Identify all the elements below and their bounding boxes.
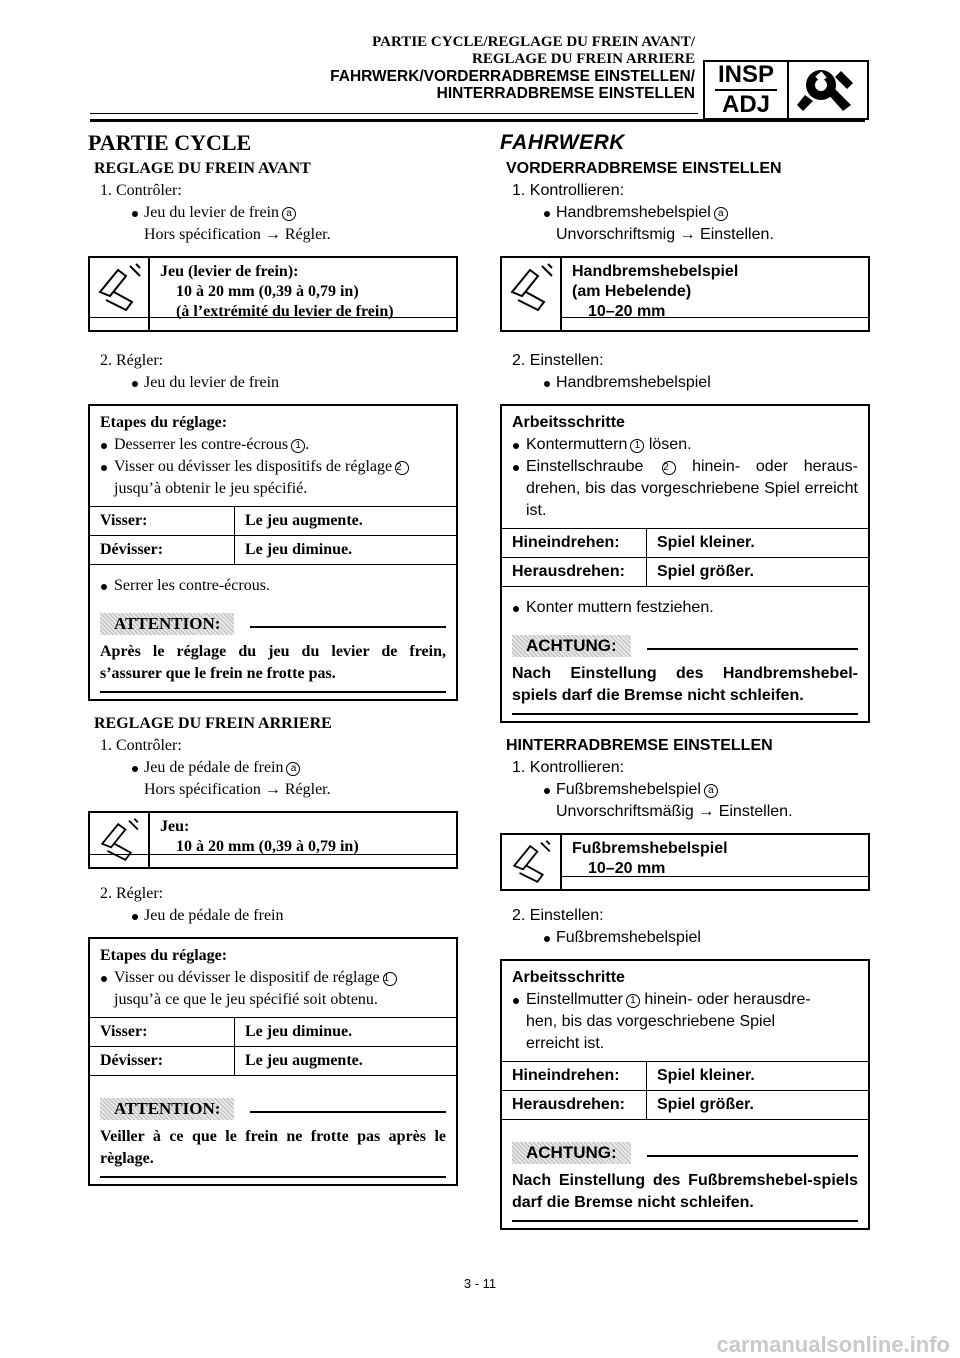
de-front-box-b2: Einstellschraube 2 hinein- oder heraus-drehen, bis das vorgeschriebene Spiel erreicht ist. [512,456,858,522]
fr-front-step1: 1. Contrôler: [100,182,182,199]
fr-front-heading: REGLAGE DU FREIN AVANT [94,160,311,177]
fr-rear-step1-bullet: Jeu de pédale de frein a [130,757,458,779]
de-front-step1: 1. Kontrollieren: [512,182,625,199]
de-rear-step1-note: Unvorschriftsmäßig → Einstellen. [556,803,793,820]
fr-rear-step2: 2. Régler: [100,885,164,902]
fr-rear-row2-key: Dévisser: [90,1047,235,1075]
header-line-3: FAHRWERK/VORDERRADBREMSE EINSTELLEN/ [330,68,695,85]
de-front-procedure-box [500,404,870,723]
spec-tool-icon [90,813,150,867]
de-rear-box-b1-cont1: hen, bis das vorgeschriebene Spiel [526,1013,776,1030]
de-rear-row1-key: Hineindrehen: [502,1062,647,1090]
fr-front-step2: 2. Régler: [100,352,164,369]
fr-rear-spec-l1: Jeu: [160,818,190,835]
spec-tool-icon [90,258,150,330]
fr-front-spec [88,256,458,332]
header-line-2: REGLAGE DU FREIN ARRIERE [472,51,695,67]
de-rear-box-head: Arbeitsschritte [512,969,625,986]
fr-front-box-b2-cont: jusqu’à obtenir le jeu spécifié. [114,480,308,497]
fr-rear-procedure-box [88,937,458,1186]
fr-rear-row1-value: Le jeu diminue. [245,1023,353,1040]
section-title-de: FAHRWERK [500,131,625,154]
german-column [500,128,870,1230]
fr-rear-step1-note: Hors spécification → Régler. [144,781,331,798]
fr-front-step2-bullet: Jeu du levier de frein [130,372,458,394]
fr-rear-step1: 1. Contrôler: [100,737,182,754]
fr-front-procedure-box [88,404,458,701]
french-column [88,128,458,1186]
fr-front-box-b2: Visser ou dévisser les dispositifs de réglage 2 [100,456,446,478]
header-rule-thin [90,113,698,114]
fr-front-warning-text: Après le réglage du jeu du levier de frein, s’assurer que le frein ne frotte pas. [100,641,446,693]
fr-front-box-head: Etapes du réglage: [100,414,228,431]
de-rear-step2-bullet: Fußbremshebelspiel [542,927,870,949]
de-front-row2-value: Spiel größer. [657,563,754,580]
header-line-1: PARTIE CYCLE/REGLAGE DU FREIN AVANT/ [372,34,695,50]
de-rear-step1-bullet: Fußbremshebelspiel a [542,779,870,801]
ref-a: a [282,207,296,221]
de-rear-row2-value: Spiel größer. [657,1096,754,1113]
fr-rear-spec [88,811,458,869]
de-rear-box-b1: Einstellmutter 1 hinein- oder herausdre- [512,989,858,1011]
de-rear-spec-l1: Fußbremshebelspiel [572,840,728,857]
insp-adj-badge [703,60,869,120]
de-front-row1-key: Hineindrehen: [502,529,647,557]
fr-rear-row1-key: Visser: [90,1018,235,1046]
de-front-spec [500,256,870,332]
fr-front-spec-l3: (à l’extrémité du levier de frein) [176,303,394,320]
de-rear-procedure-box [500,959,870,1230]
spec-tool-icon [502,258,562,330]
fr-front-step1-note: Hors spécification → Régler. [144,226,331,243]
de-front-spec-l1: Handbremshebelspiel [572,263,739,280]
fr-rear-box-head: Etapes du réglage: [100,947,228,964]
fr-front-row1-key: Visser: [90,507,235,535]
fr-front-spec-l1: Jeu (levier de frein): [160,263,299,280]
de-front-step2: 2. Einstellen: [512,352,604,369]
de-rear-box-b1-cont2: erreicht ist. [526,1035,605,1052]
de-rear-warning-text: Nach Einstellung des Fußbremshebel-spiels darf die Bremse nicht schleifen. [512,1170,858,1222]
fr-front-box-b3: Serrer les contre-écrous. [100,575,446,597]
fr-front-row2-value: Le jeu diminue. [245,541,353,558]
de-rear-row1-value: Spiel kleiner. [657,1067,755,1084]
de-rear-spec [500,833,870,891]
wrench-icon [789,62,867,118]
fr-rear-warning-label: ATTENTION: [100,1098,234,1120]
de-front-step1-note: Unvorschriftsmig → Einstellen. [556,226,774,243]
de-front-box-head: Arbeitsschritte [512,414,625,431]
fr-rear-warning-text: Veiller à ce que le frein ne frotte pas après le règlage. [100,1126,446,1178]
de-rear-spec-l2: 10–20 mm [588,860,666,877]
fr-rear-box-b1-cont: jusqu’à ce que le jeu spécifié soit obtenu. [114,991,378,1008]
de-front-warning-text: Nach Einstellung des Handbremshebel-spiels darf die Bremse nicht schleifen. [512,663,858,715]
fr-front-box-b1: Desserrer les contre-écrous 1 . [100,434,446,456]
page-header [330,34,695,102]
fr-front-row2-key: Dévisser: [90,536,235,564]
de-front-warning-label: ACHTUNG: [512,635,631,657]
watermark[interactable]: carmanualsonline.info [716,1332,950,1357]
fr-rear-box-b1: Visser ou dévisser le dispositif de réglage 1 [100,967,446,989]
de-front-heading: VORDERRADBREMSE EINSTELLEN [506,160,782,177]
fr-rear-heading: REGLAGE DU FREIN ARRIERE [94,715,332,732]
fr-front-step1-bullet: Jeu du levier de frein a [130,202,458,224]
section-title-fr: PARTIE CYCLE [88,130,252,155]
de-rear-heading: HINTERRADBREMSE EINSTELLEN [506,737,773,754]
header-line-4: HINTERRADBREMSE EINSTELLEN [436,85,695,102]
fr-rear-spec-l2: 10 à 20 mm (0,39 à 0,79 in) [176,838,359,855]
de-front-spec-l2: (am Hebelende) [572,283,692,300]
de-front-spec-l3: 10–20 mm [588,303,666,320]
fr-front-spec-l2: 10 à 20 mm (0,39 à 0,79 in) [176,283,359,300]
de-rear-step2: 2. Einstellen: [512,907,604,924]
de-front-row1-value: Spiel kleiner. [657,534,755,551]
fr-front-warning-label: ATTENTION: [100,613,234,635]
de-rear-warning-label: ACHTUNG: [512,1142,631,1164]
fr-rear-step2-bullet: Jeu de pédale de frein [130,905,458,927]
de-front-box-b3: Konter muttern festziehen. [512,597,858,619]
fr-front-row1-value: Le jeu augmente. [245,512,363,529]
badge-bottom-text: ADJ [721,91,770,118]
fr-rear-row2-value: Le jeu augmente. [245,1052,363,1069]
de-front-step2-bullet: Handbremshebelspiel [542,372,870,394]
de-rear-row2-key: Herausdrehen: [502,1091,647,1119]
de-front-row2-key: Herausdrehen: [502,558,647,586]
de-rear-step1: 1. Kontrollieren: [512,759,625,776]
page-number: 3 - 11 [463,1276,497,1291]
spec-tool-icon [502,835,562,889]
badge-top-text: INSP [717,61,774,88]
de-front-box-b1: Kontermuttern 1 lösen. [512,434,858,456]
de-front-step1-bullet: Handbremshebelspiel a [542,202,870,224]
